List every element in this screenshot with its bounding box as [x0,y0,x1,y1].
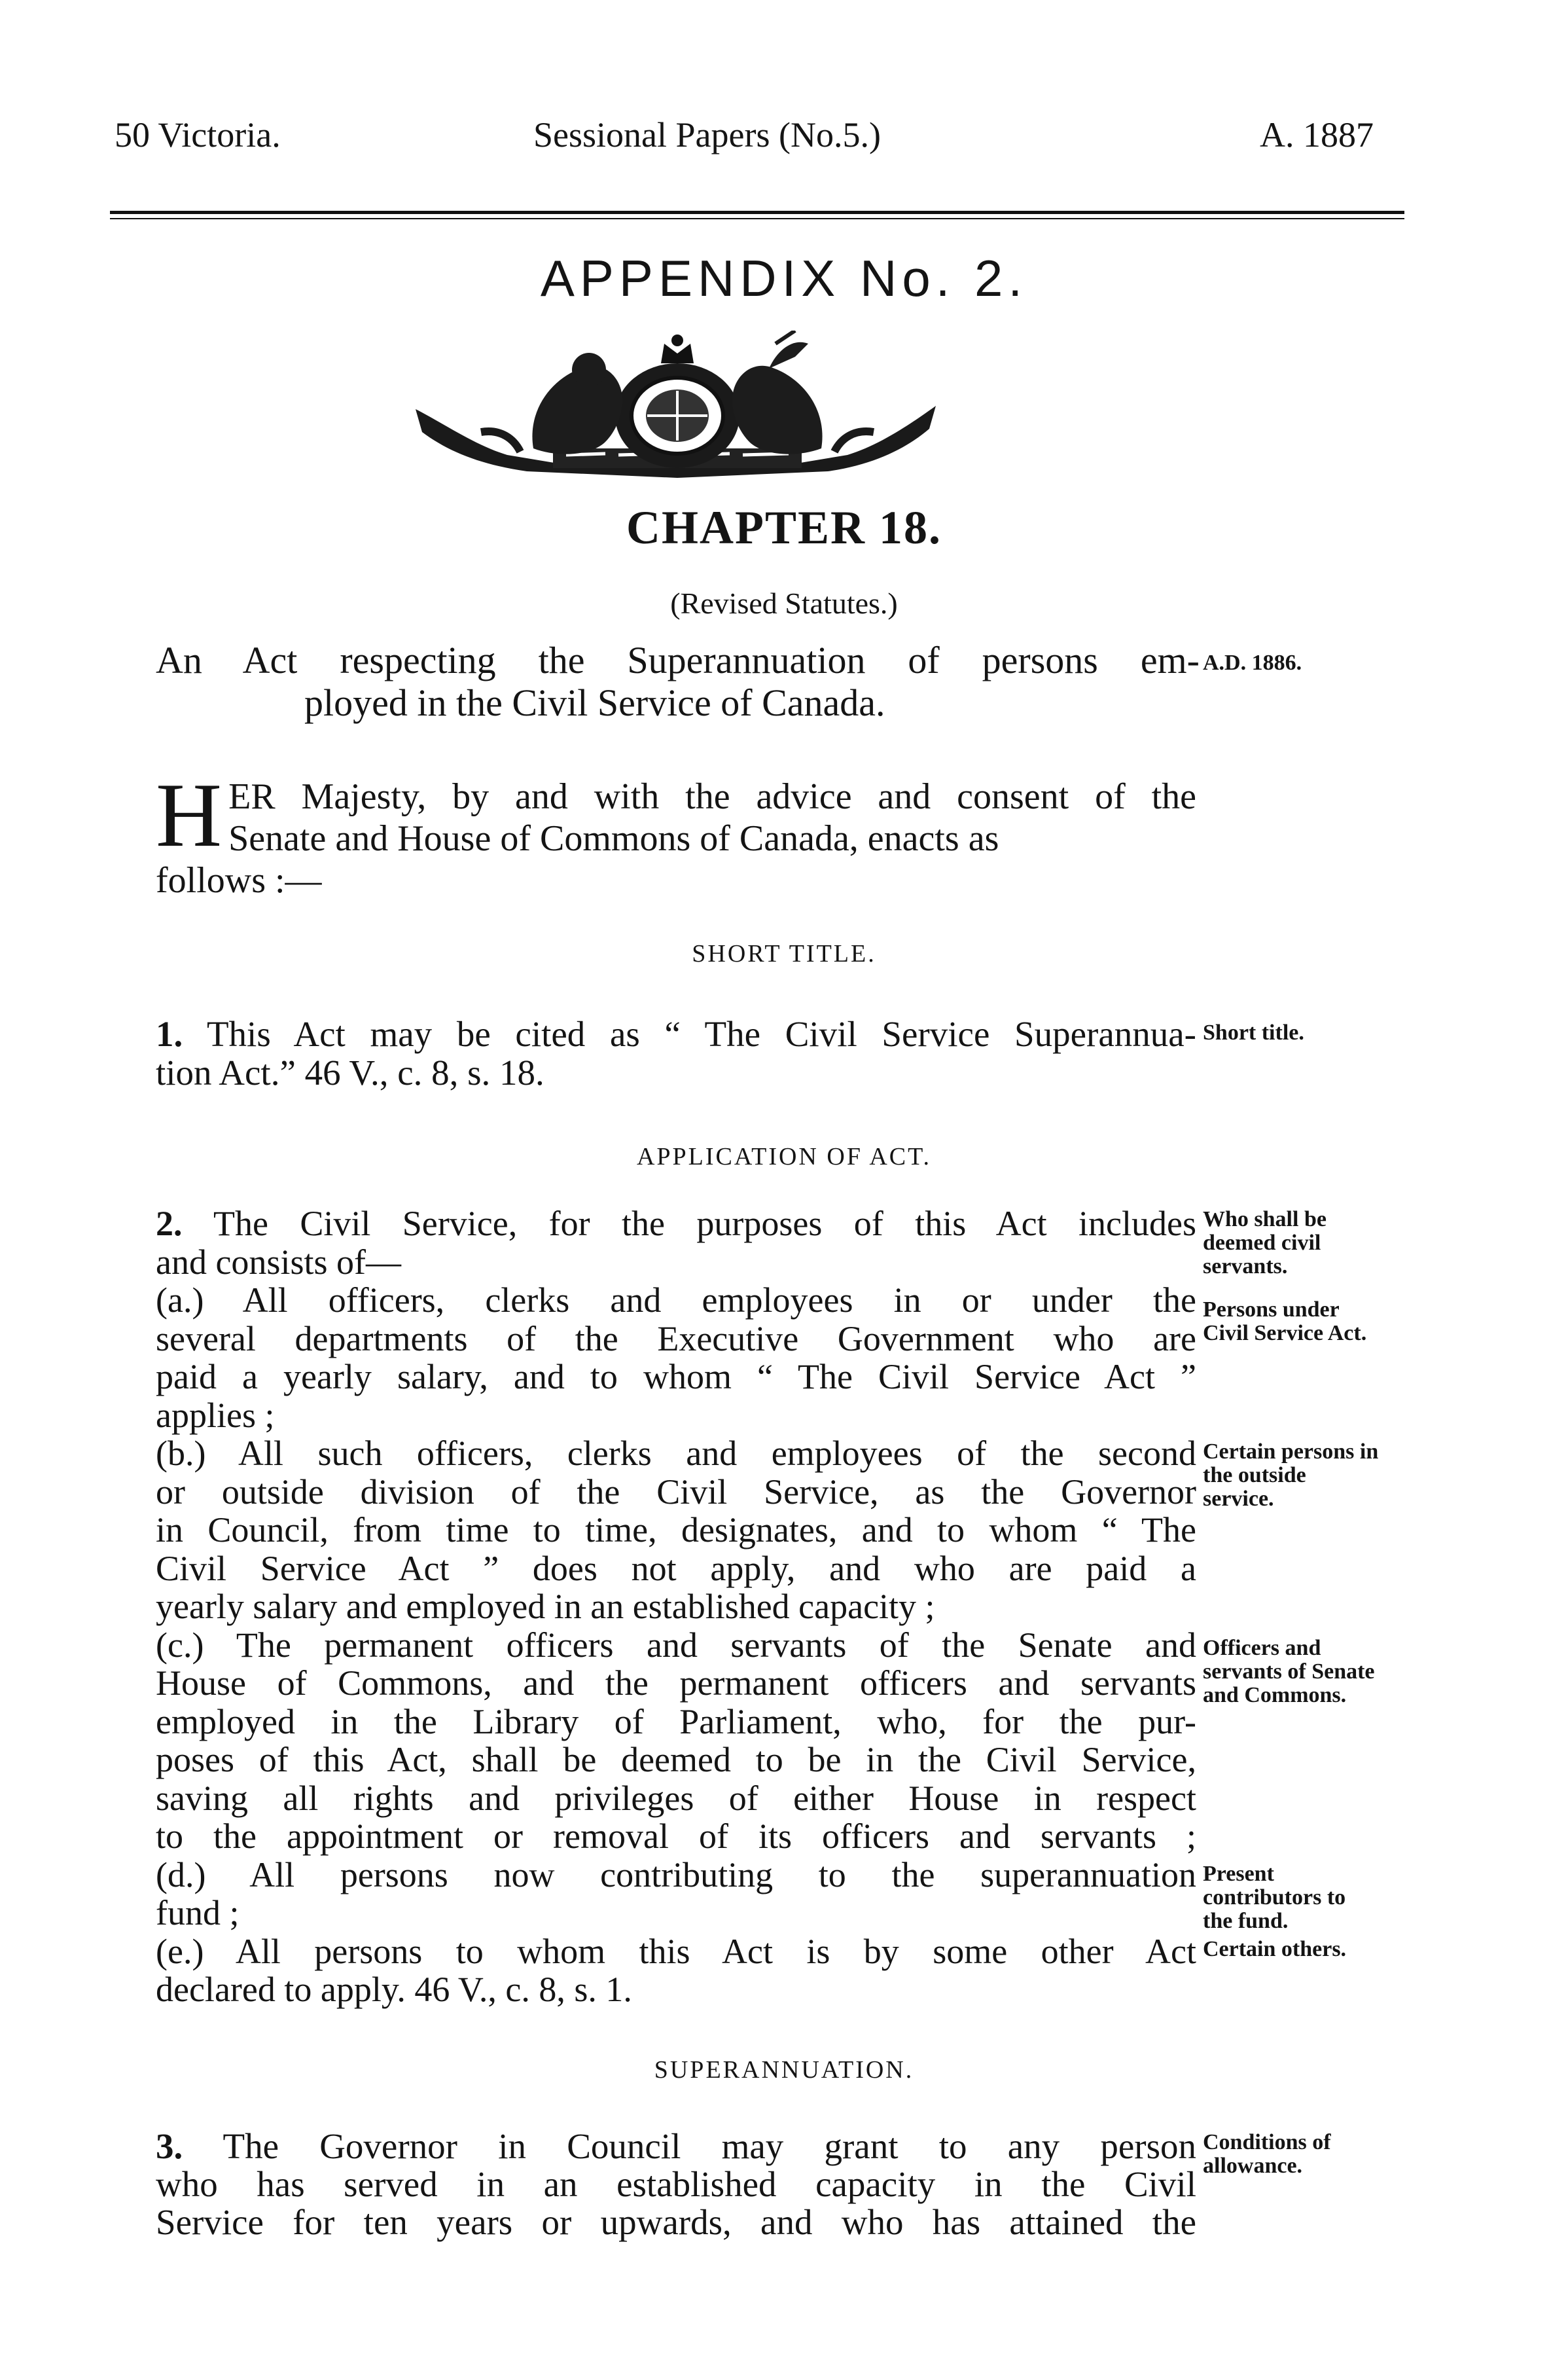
heading-superannuation: SUPERANNUATION. [654,2056,914,2084]
section-3-text: The Governor in Council may grant to any person [223,2126,1196,2166]
section-1 [156,1015,1196,1092]
act-title-line2: ployed in the Civil Service of Canada. [304,681,885,724]
section-2-line: saving all rights and privileges of either House in respect [156,1778,1196,1818]
margin-note-outside-service: Certain persons in the outside service. [1203,1439,1379,1511]
chapter-title: CHAPTER 18. [626,501,942,554]
section-2-line: applies ; [156,1395,275,1435]
heading-application: APPLICATION OF ACT. [636,1143,932,1170]
chapter-subtitle: (Revised Statutes.) [670,587,898,620]
preamble-line2: Senate and House of Commons of Canada, enacts as [228,818,999,859]
section-3-line: who has served in an established capacity in the Civil [156,2164,1196,2204]
section-2-line: House of Commons, and the permanent officers and servants [156,1663,1196,1703]
preamble-line1: ER Majesty, by and with the advice and consent of the [228,776,1196,817]
section-2-line: (a.) All officers, clerks and employees in or under the [156,1280,1196,1320]
section-2-line: (d.) All persons now contributing to the superannuation [156,1855,1196,1894]
section-2-line: several departments of the Executive Government who are [156,1318,1196,1358]
section-1-line2: tion Act.” 46 V., c. 8, s. 18. [156,1053,544,1093]
header-center: Sessional Papers (No.5.) [533,115,881,154]
section-2-line [156,1204,1196,1243]
header-right: A. 1887 [1260,115,1374,154]
margin-note-short-title: Short title. [1203,1021,1304,1045]
section-2-line: poses of this Act, shall be deemed to be in the Civil Service, [156,1740,1196,1779]
section-2-line: declared to apply. 46 V., c. 8, s. 1. [156,1970,632,2009]
section-1-number: 1. [156,1014,183,1054]
header-rule-thin [110,218,1404,219]
section-2-text: The Civil Service, for the purposes of this Act includes [213,1204,1196,1243]
margin-note-civil-service-act: Persons under Civil Service Act. [1203,1297,1367,1345]
section-2 [156,1204,1196,2009]
margin-note-contributors: Present contributors to the fund. [1203,1862,1346,1933]
appendix-title: APPENDIX No. 2. [540,249,1028,307]
margin-note-who-deemed: Who shall be deemed civil servants. [1203,1207,1327,1278]
section-2-line: employed in the Library of Parliament, who, for the pur- [156,1701,1196,1741]
section-2-number: 2. [156,1204,183,1243]
section-1-text1: This Act may be cited as “ The Civil Service Superannua- [206,1014,1196,1054]
margin-note-conditions: Conditions of allowance. [1203,2130,1331,2178]
section-2-line: Civil Service Act ” does not apply, and who are paid a [156,1548,1196,1588]
section-3-line [156,2127,1196,2165]
preamble [156,765,1196,901]
section-3 [156,2127,1196,2241]
section-2-line: to the appointment or removal of its officers and servants ; [156,1817,1196,1856]
section-1-line1 [156,1015,1196,1053]
header-rule-thick [110,211,1404,214]
preamble-line3: follows :— [156,860,322,901]
margin-note-certain-others: Certain others. [1203,1937,1347,1961]
preamble-dropcap: H [156,765,223,866]
coat-of-arms-emblem [402,331,949,488]
section-2-line: and consists of— [156,1242,401,1282]
section-2-line: paid a yearly salary, and to whom “ The Civil Service Act ” [156,1357,1196,1396]
section-2-line: yearly salary and employed in an established capacity ; [156,1587,935,1626]
margin-note-date: A.D. 1886. [1203,651,1302,675]
act-title-line1: An Act respecting the Superannuation of persons em- [156,639,1200,681]
section-2-line: (e.) All persons to whom this Act is by some other Act [156,1931,1196,1971]
section-2-line: (c.) The permanent officers and servants of the Senate and [156,1625,1196,1665]
section-2-line: in Council, from time to time, designates, and to whom “ The [156,1510,1196,1549]
section-2-line: or outside division of the Civil Service, as the Governor [156,1472,1196,1511]
heading-short-title: SHORT TITLE. [692,940,876,968]
section-3-number: 3. [156,2126,183,2166]
section-2-line: fund ; [156,1893,240,1932]
section-2-line: (b.) All such officers, clerks and employees of the second [156,1434,1196,1473]
section-3-line: Service for ten years or upwards, and who has attained the [156,2202,1196,2242]
margin-note-senate-commons: Officers and servants of Senate and Commons. [1203,1636,1375,1707]
header-left: 50 Victoria. [115,115,281,154]
